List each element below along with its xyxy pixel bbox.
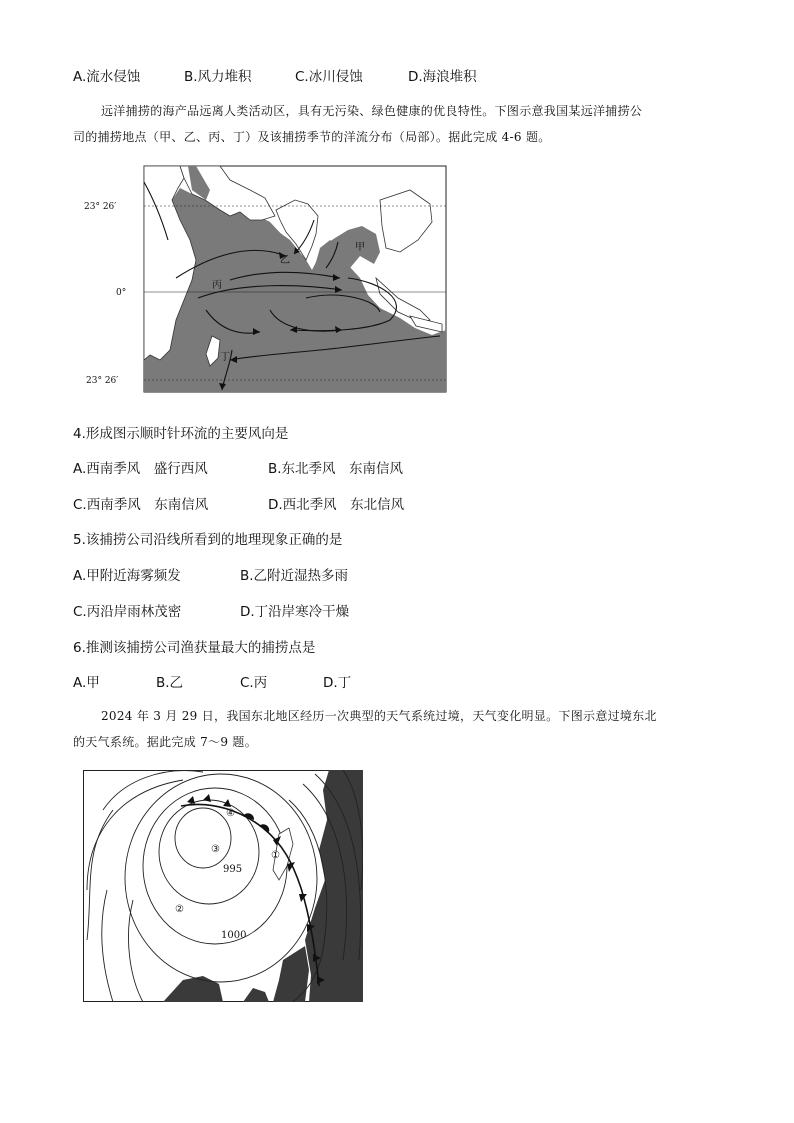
q6-option-d: D.丁 bbox=[323, 675, 352, 691]
q4-option-d: D.西北季风 东北信风 bbox=[268, 497, 405, 513]
passage1-line1: 远洋捕捞的海产品远离人类活动区，具有无污染、绿色健康的优良特性。下图示意我国某远洋捕捞公 bbox=[101, 104, 643, 118]
point-bing: 丙 bbox=[212, 280, 222, 291]
q5-option-b: B.乙附近湿热多雨 bbox=[240, 568, 349, 584]
marker-3: ③ bbox=[211, 844, 220, 855]
q3-option-b: B.风力堆积 bbox=[184, 69, 252, 85]
point-yi: 乙 bbox=[280, 255, 290, 266]
point-jia: 甲 bbox=[355, 242, 365, 253]
q5-option-c: C.丙沿岸雨林茂密 bbox=[73, 604, 182, 620]
lat-equator-label: 0° bbox=[116, 288, 127, 298]
q3-option-c: C.冰川侵蚀 bbox=[295, 69, 363, 85]
q6-stem: 6.推测该捕捞公司渔获量最大的捕捞点是 bbox=[73, 640, 316, 656]
marker-1: ① bbox=[271, 850, 280, 861]
passage2-line2: 的天气系统。据此完成 7～9 题。 bbox=[73, 735, 257, 749]
passage1-line2: 司的捕捞地点（甲、乙、丙、丁）及该捕捞季节的洋流分布（局部）。据此完成 4-6 题。 bbox=[73, 130, 551, 144]
q4-stem: 4.形成图示顺时针环流的主要风向是 bbox=[73, 426, 289, 442]
q3-option-a: A.流水侵蚀 bbox=[73, 69, 141, 85]
q5-option-d: D.丁沿岸寒冷干燥 bbox=[240, 604, 350, 620]
lat-top-label: 23° 26′ bbox=[84, 202, 117, 212]
passage2-line1: 2024 年 3 月 29 日，我国东北地区经历一次典型的天气系统过境，天气变化明显。下图示意过境东北 bbox=[101, 709, 657, 723]
q6-option-b: B.乙 bbox=[156, 675, 184, 691]
q5-stem: 5.该捕捞公司沿线所看到的地理现象正确的是 bbox=[73, 532, 343, 548]
q6-option-c: C.丙 bbox=[240, 675, 268, 691]
isobar-1000-label: 1000 bbox=[221, 930, 247, 941]
q4-option-c: C.西南季风 东南信风 bbox=[73, 497, 209, 513]
weather-system-map bbox=[83, 770, 363, 1002]
q4-option-a: A.西南季风 盛行西风 bbox=[73, 461, 208, 477]
lat-bottom-label: 23° 26′ bbox=[86, 376, 119, 386]
q5-option-a: A.甲附近海雾频发 bbox=[73, 568, 181, 584]
marker-4: ④ bbox=[226, 808, 235, 819]
point-ding: 丁 bbox=[220, 352, 230, 363]
q4-option-b: B.东北季风 东南信风 bbox=[268, 461, 404, 477]
q3-option-d: D.海浪堆积 bbox=[408, 69, 477, 85]
isobar-995-label: 995 bbox=[223, 864, 243, 875]
ocean-current-map bbox=[80, 160, 450, 396]
q6-option-a: A.甲 bbox=[73, 675, 100, 691]
marker-2: ② bbox=[175, 904, 184, 915]
